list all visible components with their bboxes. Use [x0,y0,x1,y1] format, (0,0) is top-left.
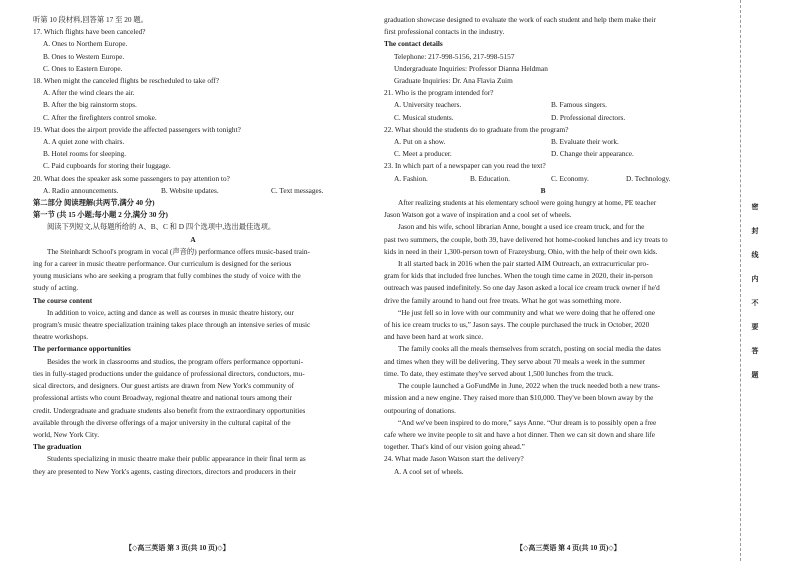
passage-b-p4-line1: “He just fell so in love with our community and what we were doing that he offered one [398,307,656,317]
seal-char: 题 [751,371,759,379]
options-23 [384,173,702,185]
passage-b-p6-line1: The couple launched a GoFundMe in June, 2022 when the truck needed both a new trans- [398,381,661,391]
option-22b: B. Evaluate their work. [551,137,619,147]
question-20: 20. What does the speaker ask some passengers to pay attention to? [33,173,230,183]
option-24a: A. A cool set of wheels. [394,466,464,476]
option-20c: C. Text messages. [271,185,324,195]
passage-b-p2-line1: Jason and his wife, school librarian Anne, bought a used ice cream truck, and for the [398,222,645,232]
passage-a-p3-line6: available through the diverse offerings of a major university in the cultural capital of the [33,417,291,427]
passage-a-p3-line3: sical directors, and designers. Our guest artists are drawn from New York's community of [33,381,295,391]
passage-b-p7-line2: cafe where we invite people to sit and have a hot dinner. Then we can sit down and share life [384,429,655,439]
passage-b-p4-line2: of his ice cream trucks to us,” Jason says. The couple purchased the truck in October, 2020 [384,320,650,330]
seal-char: 答 [751,347,759,355]
passage-a-label: A [190,234,196,244]
passage-b-p2-line3: kids in need in their 1,300-person town of Frazeysburg, Ohio, with the help of their own kids. [384,246,658,256]
passage-b-p5-line1: The family cooks all the meals themselves from scratch, posting on social media the dates [398,344,661,354]
section-one-heading: 第一节 (共 15 小题;每小题 2 分,满分 30 分) [33,210,168,220]
options-22cd [384,148,702,160]
contact-telephone: Telephone: 217-998-5156, 217-998-5157 [394,51,515,61]
option-19b: B. Hotel rooms for sleeping. [43,149,127,159]
option-22c: C. Meet a producer. [394,149,452,159]
passage-a-p2-line2: program's music theatre specialization training takes place through an intensive series of music [33,320,311,330]
passage-a-p1-line3: young musicians who are seeking a program that fully combines the study of voice with the [33,271,301,281]
passage-b-p3-line2: gram for kids that included free lunches. When the tough time came in 2020, their in-person [384,271,653,281]
right-column [384,14,702,478]
option-19a: A. A quiet zone with chairs. [43,137,125,147]
option-17a: A. Ones to Northern Europe. [43,39,128,49]
listening-intro: 听第 10 段材料,回答第 17 至 20 题。 [33,15,148,24]
option-23b: B. Education. [470,173,510,183]
option-21d: D. Professional directors. [551,112,626,122]
left-column [33,14,353,478]
passage-a-p4-line1: Students specializing in music theatre make their public appearance in their final term as [47,454,306,464]
option-17b: B. Ones to Western Europe. [43,51,125,61]
option-23d: D. Technology. [626,173,671,183]
passage-a-p4-line2: they are presented to New York's agents, casting directors, directors and producers in their [33,466,297,476]
seal-char: 内 [751,275,759,283]
seal-line [740,0,741,561]
passage-b-p6-line3: outpouring of donations. [384,405,456,415]
option-21b: B. Famous singers. [551,100,607,110]
passage-a-p3-line5: credit. Undergraduate and graduate students also benefit from the extraordinary opportunities [33,405,306,415]
passage-a-p3-line1: Besides the work in classrooms and studios, the program offers performance opportuni- [47,356,304,366]
option-18c: C. After the firefighters control smoke. [43,112,157,122]
option-22a: A. Put on a show. [394,137,446,147]
option-22d: D. Change their appearance. [551,149,634,159]
passage-b-label: B [540,185,546,195]
option-21c: C. Musical students. [394,112,454,122]
performance-heading: The performance opportunities [33,344,131,354]
passage-a-p2-line1: In addition to voice, acting and dance as well as courses in music theatre history, our [47,307,294,317]
passage-b-p1-line2: Jason Watson got a wave of inspiration and a cool set of wheels. [384,210,572,220]
question-19: 19. What does the airport provide the affected passengers with tonight? [33,124,241,134]
passage-a-p1-line1: The Steinhardt School's program in vocal (声音的) performance offers music-based train- [47,246,310,256]
passage-b-p4-line3: and have been hard at work since. [384,332,484,342]
option-20b: B. Website updates. [161,185,219,195]
option-18b: B. After the big rainstorm stops. [43,100,137,110]
option-18a: A. After the wind clears the air. [43,88,135,98]
options-21cd [384,112,702,124]
seal-warning [748,195,762,387]
graduation-heading: The graduation [33,442,82,452]
option-23a: A. Fashion. [394,173,428,183]
question-22: 22. What should the students do to graduate from the program? [384,124,569,134]
passage-a-p1-line2: ing for a career in music theatre performance. Our curriculum is designed for the serious [33,259,292,269]
passage-a-p2-line3: theatre workshops. [33,332,89,342]
question-18: 18. When might the canceled flights be rescheduled to take off? [33,76,219,86]
options-20 [33,185,353,197]
passage-b-p5-line3: time. To date, they estimate they've served about 1,500 lunches from the truck. [384,368,614,378]
option-21a: A. University teachers. [394,100,462,110]
option-20a: A. Radio announcements. [43,185,119,195]
passage-b-p2-line2: past two summers, the couple, both 39, have delivered hot home-cooked lunches and icy treats to [384,234,668,244]
passage-b-p1-line1: After realizing students at his elementary school were going hungry at home, PE teacher [398,198,657,208]
question-21: 21. Who is the program intended for? [384,88,494,98]
seal-char: 线 [751,251,759,259]
footer-page-3: 【◇高三英语 第 3 页(共 10 页)◇】 [125,544,230,552]
passage-b-p7-line3: together. That's kind of our vision going ahead.” [384,442,525,452]
option-17c: C. Ones to Eastern Europe. [43,63,123,73]
seal-char: 要 [751,323,759,331]
passage-a-p4-line4: first professional contacts in the industry. [384,27,505,37]
option-23c: C. Economy. [551,173,589,183]
contact-graduate: Graduate Inquiries: Dr. Ana Flavia Zuim [394,76,513,86]
seal-char: 封 [751,227,759,235]
course-content-heading: The course content [33,295,93,305]
contact-undergraduate: Undergraduate Inquiries: Professor Dianna Heldman [394,63,548,73]
passage-b-p6-line2: mission and a new engine. They raised more than $10,000. They've been blown away by the [384,393,654,403]
options-21ab [384,99,702,111]
passage-b-p7-line1: “And we've been inspired to do more,” says Anne. “Our dream is to possibly open a free [398,417,657,427]
passage-b-p3-line3: outreach was paused indefinitely. So one day Jason asked a local ice cream truck owner if he'd [384,283,660,293]
question-24: 24. What made Jason Watson start the delivery? [384,454,524,464]
question-23: 23. In which part of a newspaper can you read the text? [384,161,546,171]
footer-page-4: 【◇高三英语 第 4 页(共 10 页)◇】 [516,544,621,552]
passage-a-p1-line4: study of acting. [33,283,79,293]
passage-a-p3-line7: world, New York City. [33,429,100,439]
passage-a-p4-line3: graduation showcase designed to evaluate the work of each student and help them make their [384,15,656,24]
passage-b-p3-line1: It all started back in 2016 when the pair started AIM Outreach, an extracurricular pro- [398,259,649,269]
passage-a-p3-line2: ties in fully-staged productions under the guidance of professional directors, conductors, mu- [33,368,305,378]
question-17: 17. Which flights have been canceled? [33,27,146,37]
options-22ab [384,136,702,148]
passage-b-p3-line4: drive the family around to hand out free treats. What he got was something more. [384,295,622,305]
passage-a-p3-line4: professional artists who count Broadway, regional theatre and national tours among their [33,393,292,403]
contact-heading: The contact details [384,39,443,49]
part-two-heading: 第二部分 阅读理解(共两节,满分 40 分) [33,198,155,208]
seal-char: 不 [751,299,759,307]
reading-instruction: 阅读下列短文,从每题所给的 A、B、C 和 D 四个选项中,选出最佳选项。 [47,222,276,232]
option-19c: C. Paid cupboards for storing their luggage. [43,161,171,171]
passage-b-p5-line2: and times when they will be delivering. They serve about 70 meals a week in the summer [384,356,646,366]
seal-char: 密 [751,203,759,211]
